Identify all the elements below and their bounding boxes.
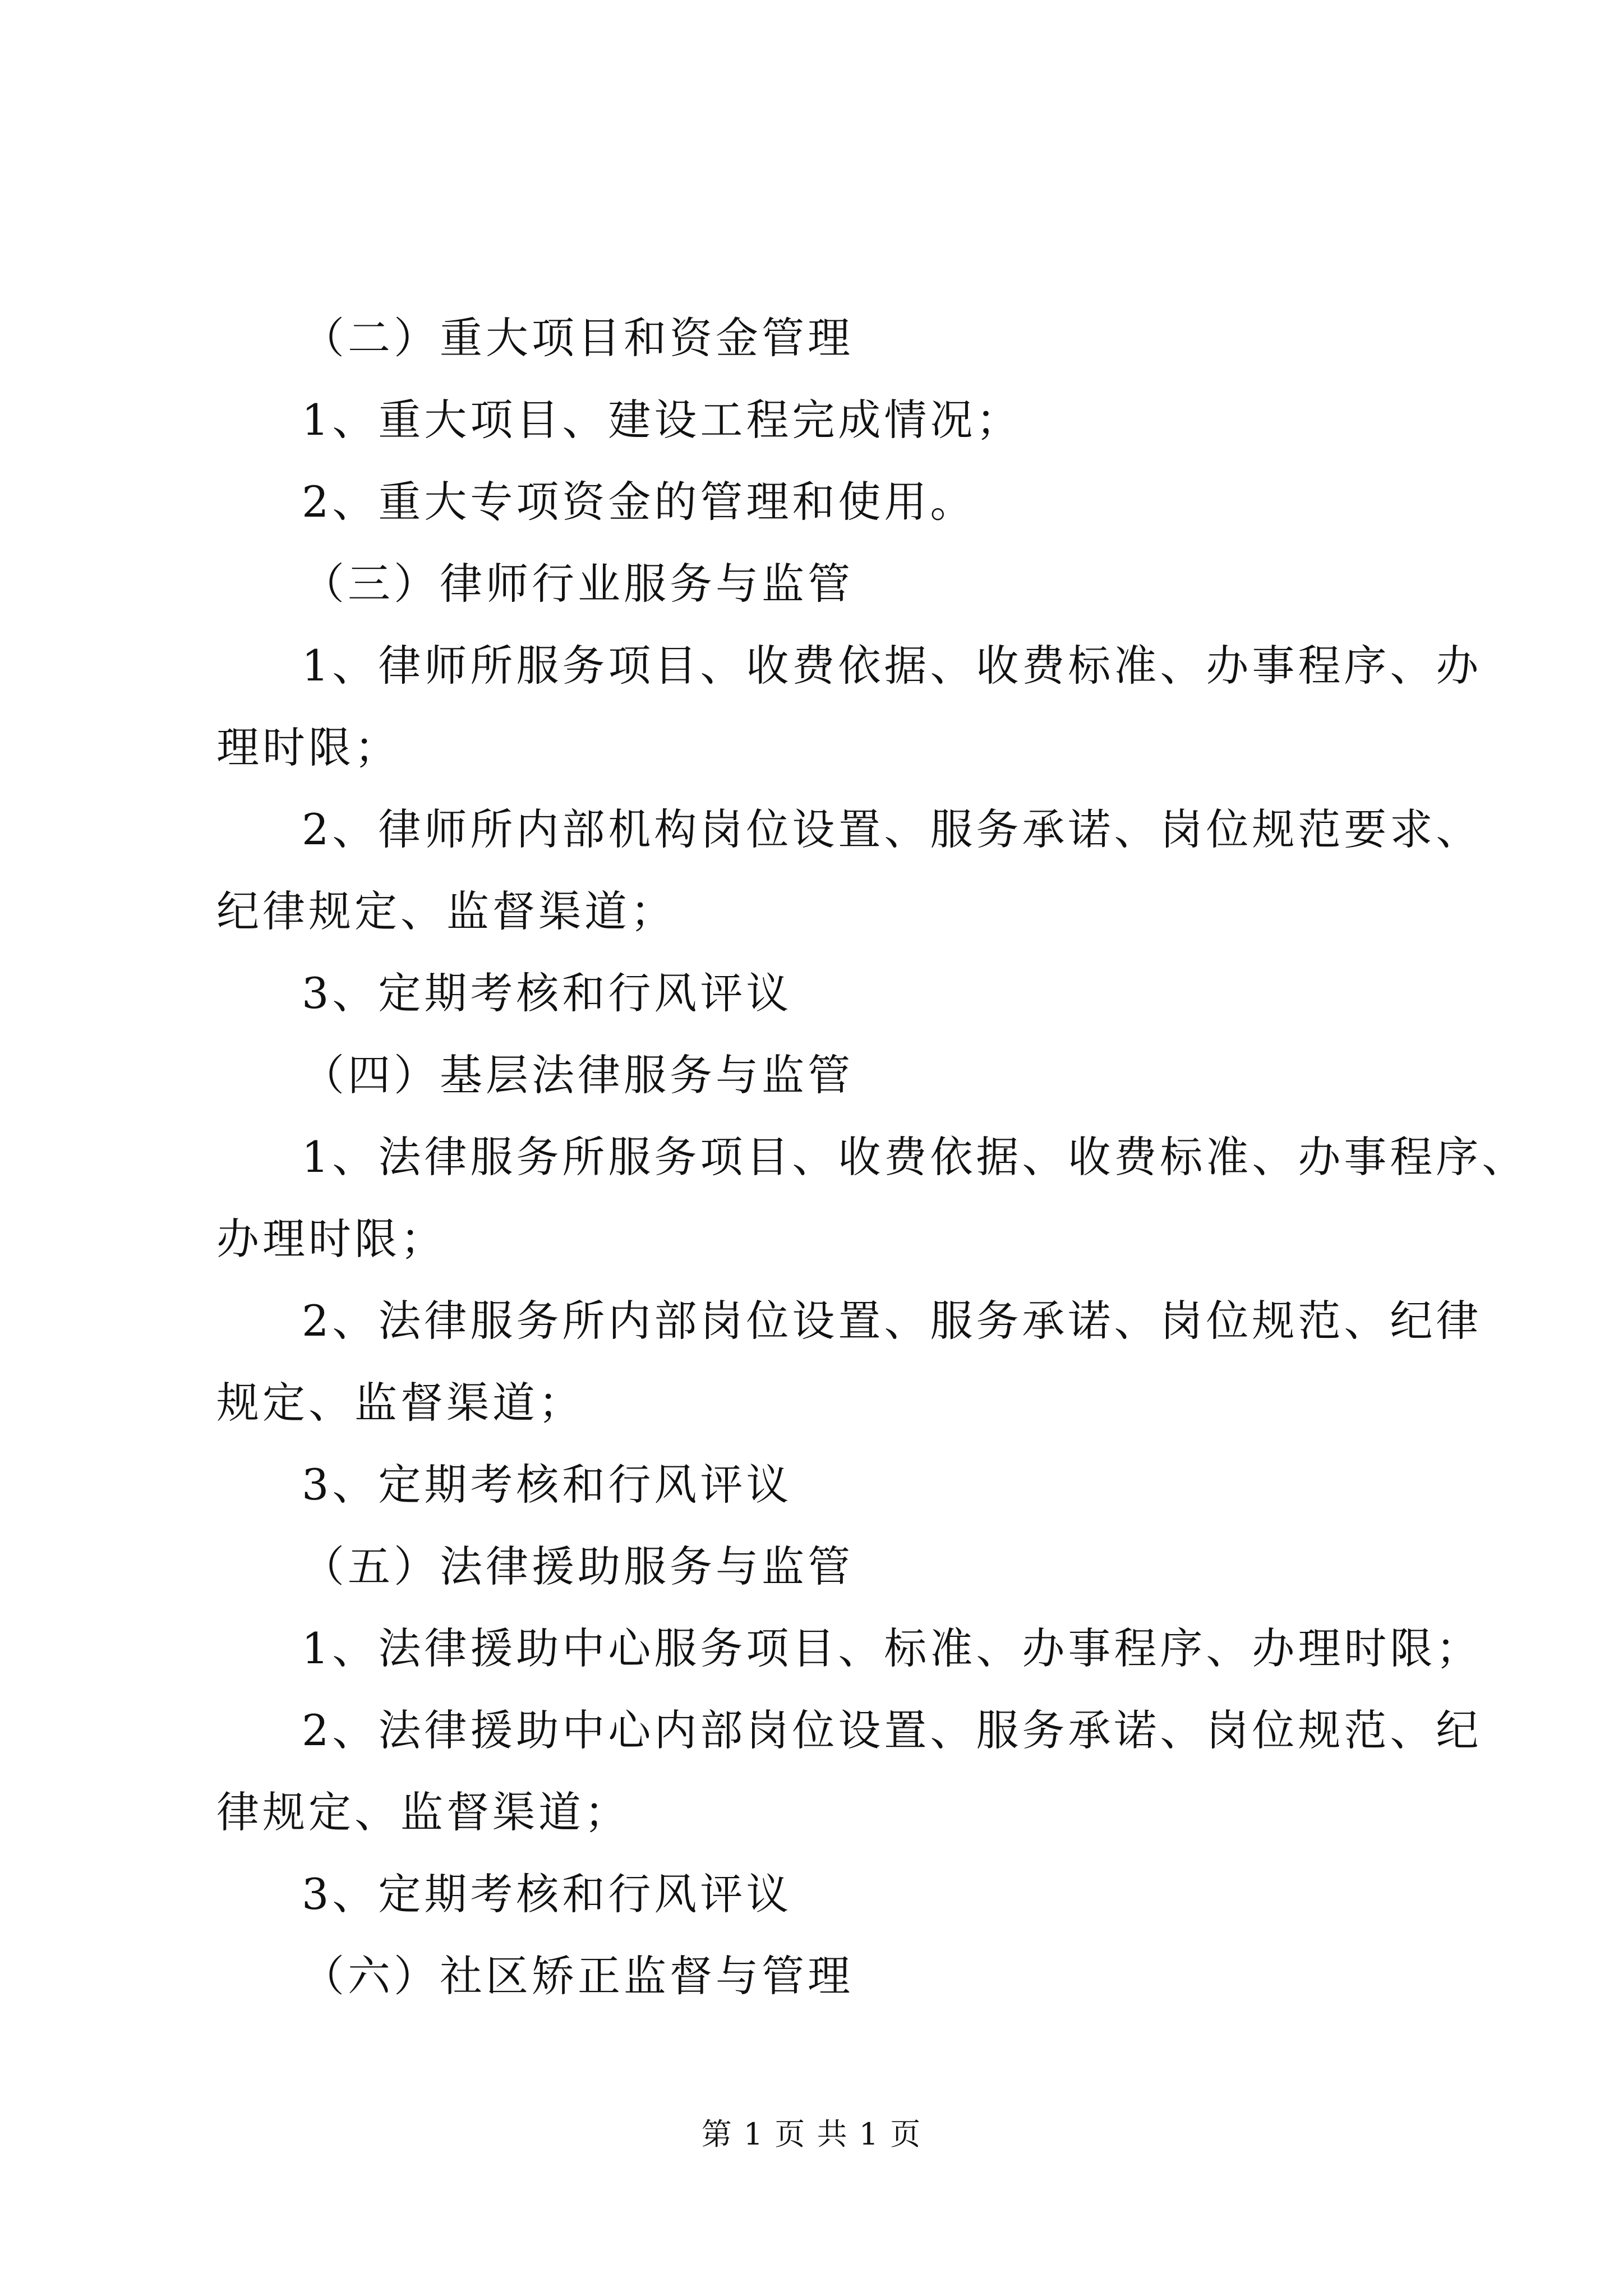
list-item-continuation: 理时限； [216, 723, 400, 772]
section-heading-3: （三）律师行业服务与监管 [302, 559, 854, 609]
list-item: 1、重大项目、建设工程完成情况； [302, 395, 1022, 445]
document-body [216, 297, 1528, 2017]
list-item-continuation: 律规定、监督渠道； [216, 1787, 630, 1837]
list-item: 3、定期考核和行风评议 [302, 1460, 792, 1510]
list-item-continuation: 办理时限； [216, 1214, 446, 1264]
list-item: 3、定期考核和行风评议 [302, 1869, 792, 1919]
list-item-continuation: 纪律规定、监督渠道； [216, 886, 676, 936]
list-item: 2、法律援助中心内部岗位设置、服务承诺、岗位规范、纪 [302, 1705, 1482, 1755]
list-item: 2、法律服务所内部岗位设置、服务承诺、岗位规范、纪律 [302, 1296, 1482, 1346]
list-item: 2、重大专项资金的管理和使用。 [302, 477, 976, 527]
section-heading-5: （五）法律援助服务与监管 [302, 1542, 854, 1591]
list-item: 2、律师所内部机构岗位设置、服务承诺、岗位规范要求、 [302, 804, 1482, 854]
list-item-continuation: 规定、监督渠道； [216, 1378, 584, 1428]
section-heading-6: （六）社区矫正监督与管理 [302, 1951, 854, 2001]
page-number-footer: 第 1 页 共 1 页 [701, 2116, 922, 2152]
section-heading-2: （二）重大项目和资金管理 [302, 313, 854, 363]
list-item: 1、法律服务所服务项目、收费依据、收费标准、办事程序、 [302, 1132, 1528, 1182]
list-item: 3、定期考核和行风评议 [302, 968, 792, 1018]
section-heading-4: （四）基层法律服务与监管 [302, 1050, 854, 1100]
list-item: 1、法律援助中心服务项目、标准、办事程序、办理时限； [302, 1623, 1482, 1673]
list-item: 1、律师所服务项目、收费依据、收费标准、办事程序、办 [302, 641, 1482, 691]
